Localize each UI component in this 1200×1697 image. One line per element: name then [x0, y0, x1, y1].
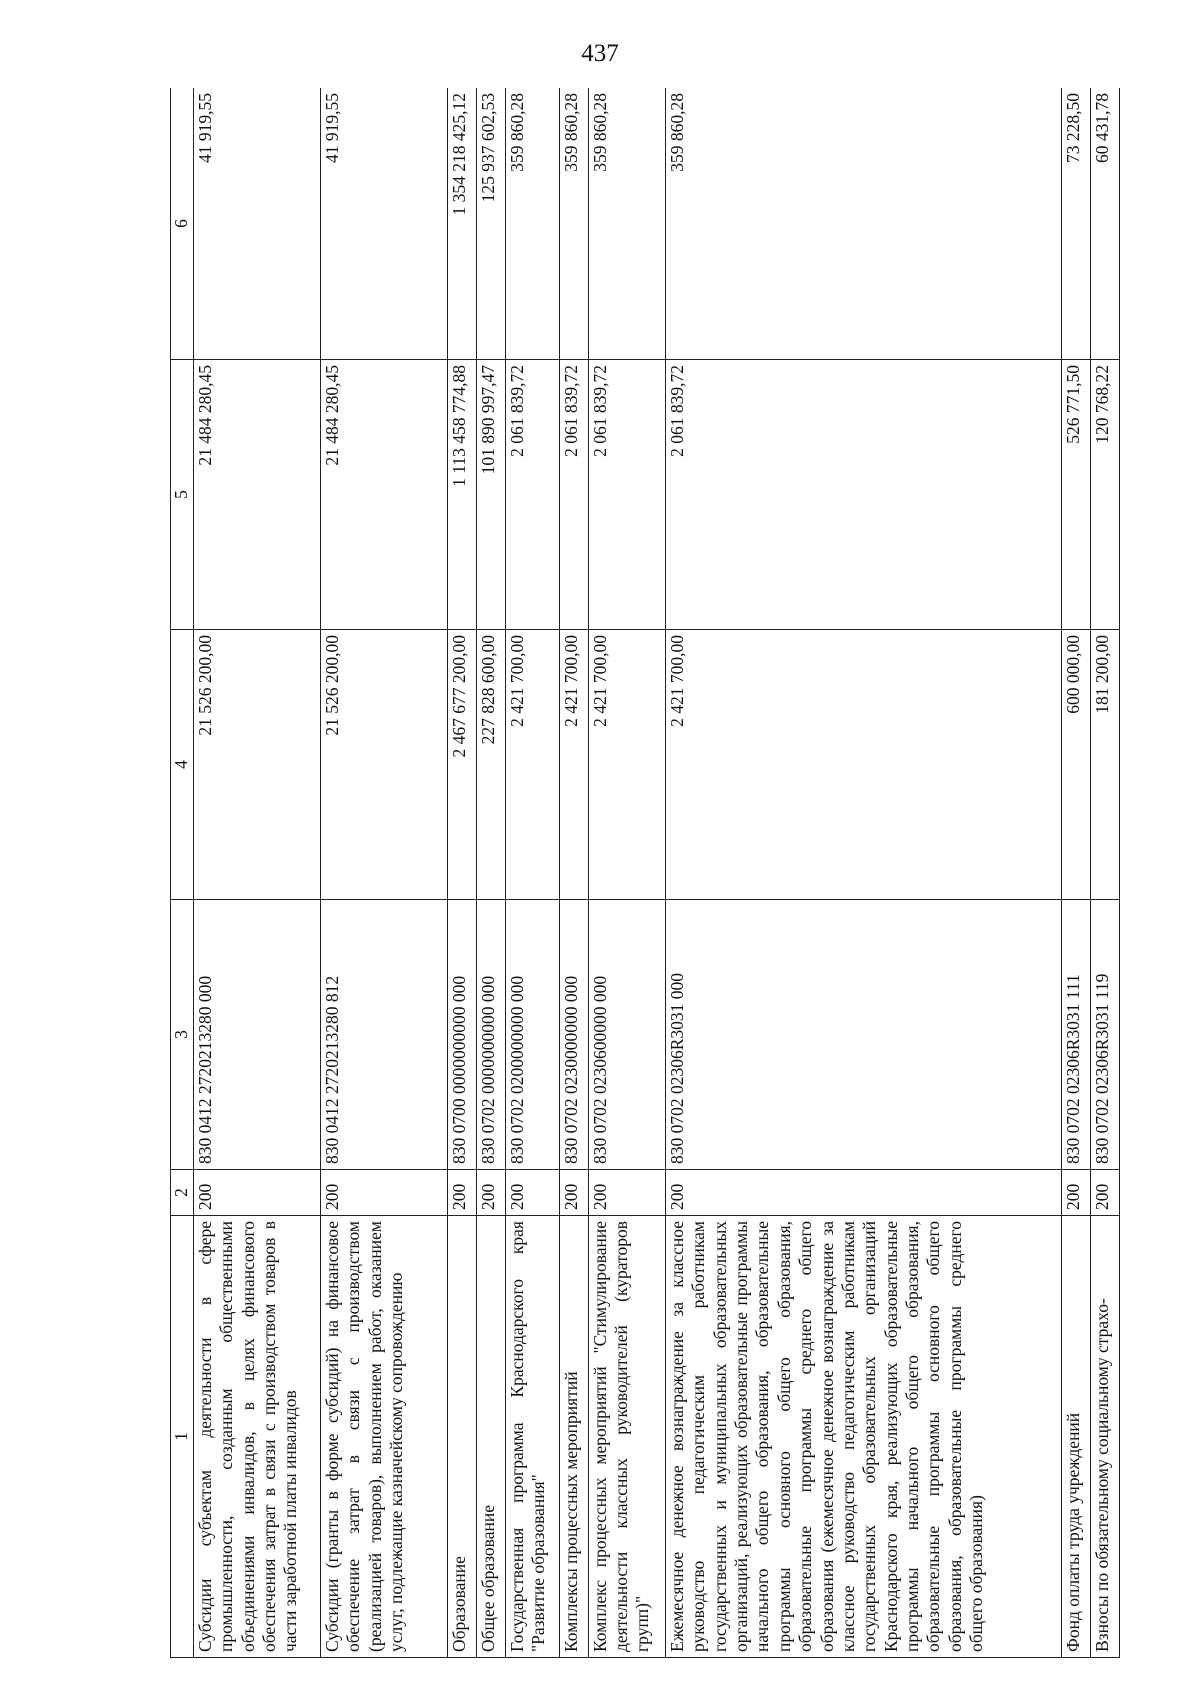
table-row	[505, 88, 559, 1658]
col-header-5: 5	[171, 360, 194, 630]
row-unexecuted: 73 228,50	[1061, 88, 1090, 360]
row-unexecuted: 359 860,28	[505, 88, 559, 360]
col-header-6: 6	[171, 88, 194, 360]
row-classification: 830 0412 2720213280 000	[194, 900, 321, 1170]
row-unexecuted: 41 919,55	[194, 88, 321, 360]
row-code: 200	[588, 1170, 665, 1216]
row-classification: 830 0702 02306R3031 119	[1090, 900, 1119, 1170]
row-code: 200	[194, 1170, 321, 1216]
row-name: Ежемесячное денежное вознаграждение за классное руководство педагогическим работникам государственных и муниципальных образовательных организаций, реализующих образовательные программы начального общего образования, образовательные программы основного общего образования, образовательные программы среднего общего образования (ежемесячное денежное вознаграждение за классное руководство педагогическим работникам государственных образовательных организаций Краснодарского края, реализующих образовательные программы начального общего образования, образовательные программы основного общего образования, образовательные программы среднего общего образования)	[666, 1216, 1062, 1658]
row-unexecuted: 1 354 218 425,12	[447, 88, 476, 360]
row-approved: 600 000,00	[1061, 630, 1090, 900]
row-executed: 21 484 280,45	[320, 360, 447, 630]
table-row	[194, 88, 321, 1658]
row-approved: 2 421 700,00	[588, 630, 665, 900]
row-classification: 830 0702 0230600000 000	[588, 900, 665, 1170]
row-approved: 2 421 700,00	[505, 630, 559, 900]
row-code: 200	[320, 1170, 447, 1216]
table-row	[476, 88, 505, 1658]
row-code: 200	[559, 1170, 588, 1216]
rotated-table-wrapper	[170, 88, 1120, 1658]
table-row	[588, 88, 665, 1658]
row-name: Фонд оплаты труда учреждений	[1061, 1216, 1090, 1658]
row-name: Комплексы процессных мероприятий	[559, 1216, 588, 1658]
row-unexecuted: 60 431,78	[1090, 88, 1119, 360]
row-executed: 2 061 839,72	[666, 360, 1062, 630]
row-approved: 181 200,00	[1090, 630, 1119, 900]
row-code: 200	[1061, 1170, 1090, 1216]
row-unexecuted: 359 860,28	[666, 88, 1062, 360]
page-number: 437	[581, 40, 619, 67]
table-row	[320, 88, 447, 1658]
row-name: Комплекс процессных мероприятий "Стимулирование деятельности классных руководителей (кураторов групп)"	[588, 1216, 665, 1658]
table-row	[447, 88, 476, 1658]
row-code: 200	[505, 1170, 559, 1216]
row-code: 200	[1090, 1170, 1119, 1216]
col-header-4: 4	[171, 630, 194, 900]
row-executed: 120 768,22	[1090, 360, 1119, 630]
col-header-2: 2	[171, 1170, 194, 1216]
row-approved: 227 828 600,00	[476, 630, 505, 900]
row-unexecuted: 359 860,28	[588, 88, 665, 360]
row-name: Образование	[447, 1216, 476, 1658]
row-code: 200	[666, 1170, 1062, 1216]
row-executed: 101 890 997,47	[476, 360, 505, 630]
table-row	[1061, 88, 1090, 1658]
row-name: Общее образование	[476, 1216, 505, 1658]
row-name: Взносы по обязательному социальному страхо-	[1090, 1216, 1119, 1658]
table-area	[170, 88, 1120, 1658]
row-approved: 2 467 677 200,00	[447, 630, 476, 900]
row-classification: 830 0702 02306R3031 111	[1061, 900, 1090, 1170]
row-approved: 2 421 700,00	[666, 630, 1062, 900]
row-executed: 2 061 839,72	[505, 360, 559, 630]
row-code: 200	[476, 1170, 505, 1216]
table-row	[1090, 88, 1119, 1658]
row-executed: 21 484 280,45	[194, 360, 321, 630]
row-approved: 2 421 700,00	[559, 630, 588, 900]
row-classification: 830 0702 0000000000 000	[476, 900, 505, 1170]
row-executed: 526 771,50	[1061, 360, 1090, 630]
row-code: 200	[447, 1170, 476, 1216]
table-row	[559, 88, 588, 1658]
row-classification: 830 0702 0230000000 000	[559, 900, 588, 1170]
row-approved: 21 526 200,00	[194, 630, 321, 900]
table-row	[666, 88, 1062, 1658]
row-name: Субсидии субъектам деятельности в сфере промышленности, созданным общественными объединениями инвалидов, в целях финансового обеспечения затрат в связи с производством товаров в части заработной платы инвалидов	[194, 1216, 321, 1658]
row-unexecuted: 41 919,55	[320, 88, 447, 360]
row-classification: 830 0700 0000000000 000	[447, 900, 476, 1170]
row-executed: 1 113 458 774,88	[447, 360, 476, 630]
budget-table	[170, 88, 1120, 1658]
row-unexecuted: 125 937 602,53	[476, 88, 505, 360]
row-name: Государственная программа Краснодарского края "Развитие образования"	[505, 1216, 559, 1658]
row-unexecuted: 359 860,28	[559, 88, 588, 360]
row-name: Субсидии (гранты в форме субсидий) на финансовое обеспечение затрат в связи с производством (реализацией товаров), выполнением работ, оказанием услуг, подлежащие казначейскому сопровождению	[320, 1216, 447, 1658]
row-classification: 830 0702 0200000000 000	[505, 900, 559, 1170]
row-executed: 2 061 839,72	[559, 360, 588, 630]
row-approved: 21 526 200,00	[320, 630, 447, 900]
col-header-1: 1	[171, 1216, 194, 1658]
header-row	[171, 88, 194, 1658]
row-classification: 830 0412 2720213280 812	[320, 900, 447, 1170]
row-executed: 2 061 839,72	[588, 360, 665, 630]
row-classification: 830 0702 02306R3031 000	[666, 900, 1062, 1170]
col-header-3: 3	[171, 900, 194, 1170]
